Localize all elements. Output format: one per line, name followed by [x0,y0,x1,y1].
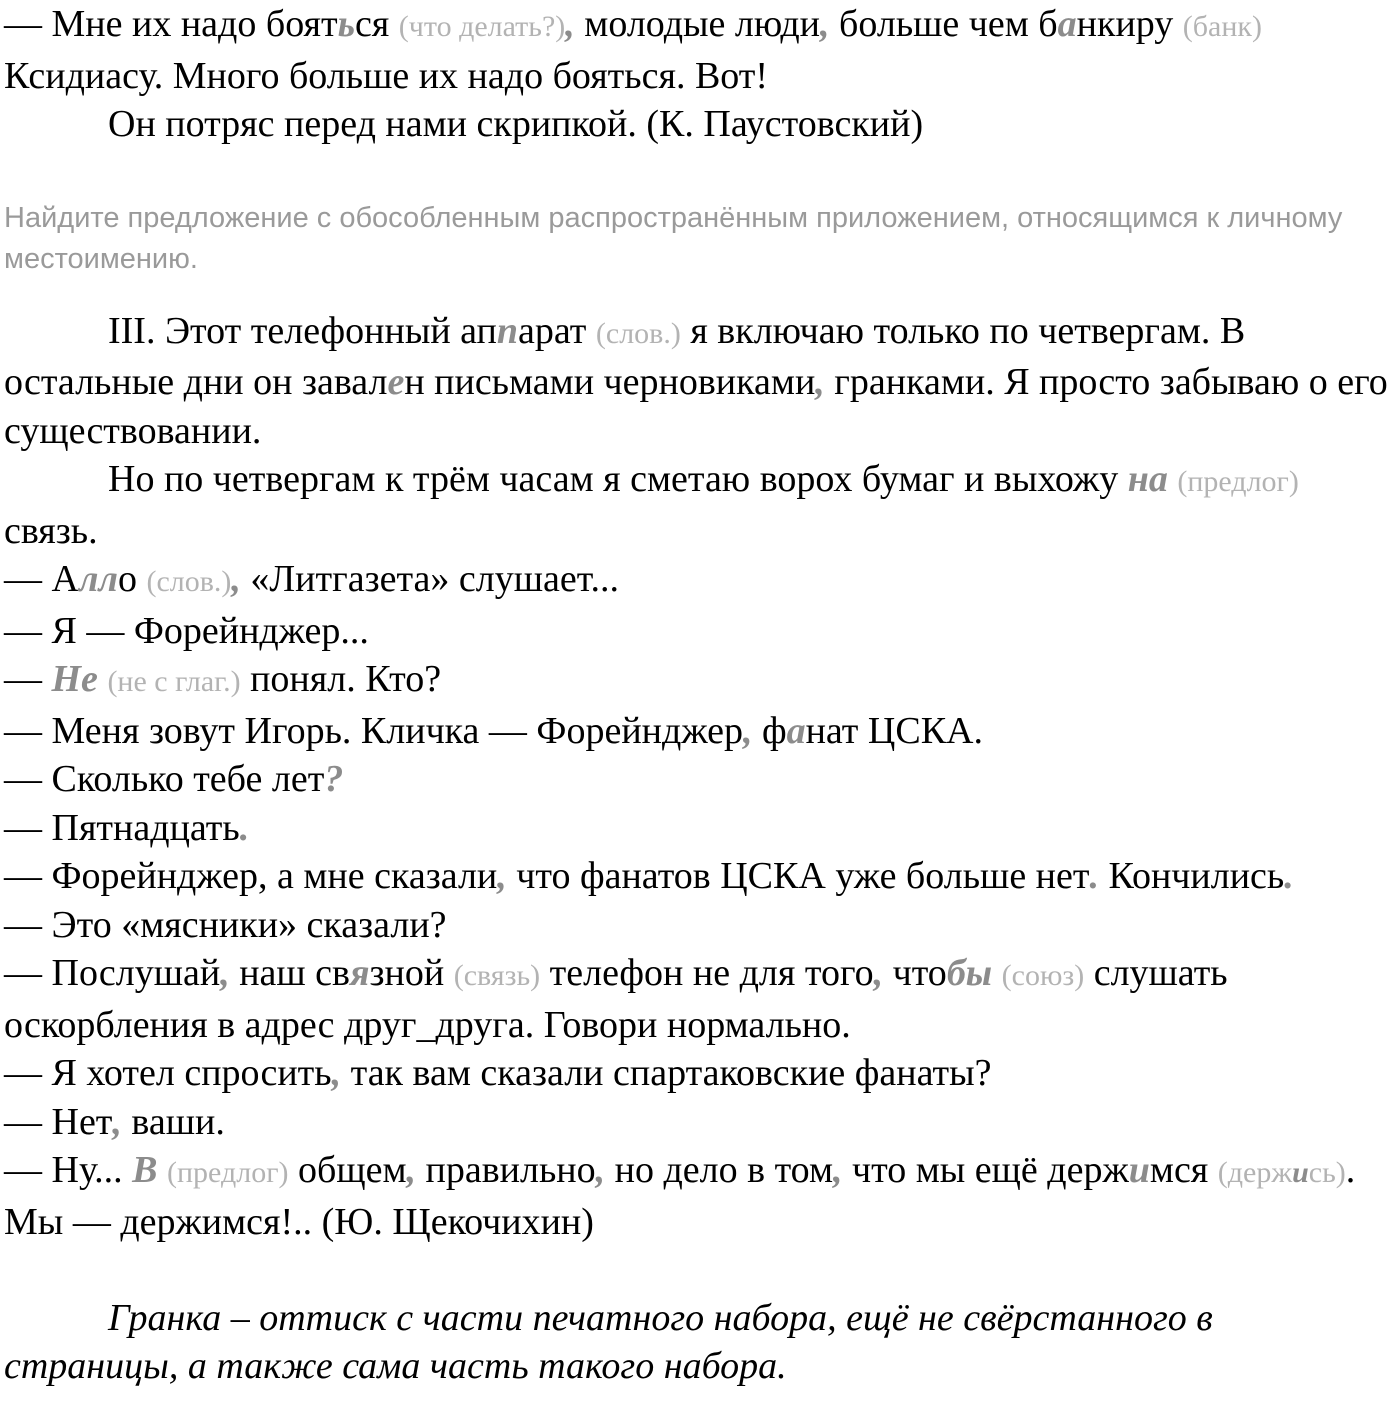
text: слушать оскорбления в адрес друг_друга. Говори нормально. [4,952,1228,1046]
highlight-word: на [1127,458,1168,500]
annotation: сь) [1308,1156,1346,1189]
annotation: (предлог) [167,1156,289,1189]
annotation: (слов.) [595,316,681,350]
text: понял. Кто? [240,658,442,700]
text: — [4,658,52,700]
dialogue-line [4,1146,1396,1246]
highlight-punct: . [239,806,250,849]
text: ваши. [121,1100,225,1143]
highlight-letter: и [1128,1149,1150,1191]
highlight-punct: . [1089,855,1099,897]
highlight-punct: . [1284,855,1294,897]
text: нкиру [1076,3,1183,45]
dialogue-line [4,655,1396,707]
highlight-punct: , [231,558,241,600]
text: о [117,558,147,600]
highlight-punct: , [220,952,230,994]
text: но дело в том [605,1149,833,1191]
annotation: (предлог) [1177,465,1299,498]
annotation-highlight: и [1292,1156,1309,1189]
text [1168,458,1178,500]
highlight-letter: ь [337,3,355,45]
annotation: (не с глаг.) [107,665,241,698]
highlight-word: бы [946,952,993,994]
highlight-punct: , [820,3,830,45]
dialogue-line: — Я — Форейнджер... [4,609,369,652]
highlight-letter: лл [78,558,118,600]
highlight-punct: , [565,3,575,45]
highlight-punct: , [497,855,507,897]
highlight-punct: , [112,1100,122,1143]
text: молодые люди [574,3,821,45]
text: гранками. Я просто забываю о его существовании. [4,361,1388,452]
text-paragraph-quote: Он потряс перед нами скрипкой. (К. Паустовский) [108,103,924,145]
text [158,1149,168,1191]
annotation: (союз) [1001,959,1085,992]
text: — Меня зовут Игорь. Кличка — Форейнджер [4,709,743,752]
text: Но по четвергам к трём часам я сметаю ворох бумаг и выхожу [108,458,1128,500]
text: III. Этот телефонный ап [108,309,497,352]
highlight-letter: я [349,952,370,994]
text: нат ЦСКА. [805,709,983,752]
text: — А [4,558,79,600]
highlight-punct: ? [324,758,344,800]
annotation: (слов.) [146,565,232,598]
text: — Мне их надо боят [4,3,338,45]
highlight-punct: , [815,361,825,403]
annotation: (держ [1217,1156,1293,1189]
dialogue-line [4,852,1396,901]
dialogue-line [4,1098,1396,1147]
highlight-letter: а [1057,3,1077,45]
text: правильно [416,1149,596,1191]
dialogue-line [4,1049,1396,1098]
text: телефон не для того [540,952,874,994]
highlight-letter: а [786,709,806,752]
text: больше чем б [829,3,1058,45]
highlight-punct: , [331,1052,342,1094]
text: так вам сказали спартаковские фанаты? [341,1052,992,1094]
text: мся [1149,1149,1218,1191]
text: наш св [229,952,350,994]
annotation: (что делать?) [398,10,566,43]
text: — Сколько тебе лет [4,758,325,800]
task-question: Найдите предложение с обособленным распространённым приложением, относящимся к личному местоимению. [4,201,1343,275]
text: что фанатов ЦСКА уже больше нет [506,855,1090,897]
dialogue-line [4,949,1396,1049]
annotation: (связь) [453,959,541,992]
text: Кончились [1099,855,1285,897]
document-page [4,0,1396,1390]
dialogue-line: — Это «мясники» сказали? [4,903,447,946]
highlight-word: В [132,1149,158,1191]
text: — Форейнджер, а мне сказали [4,855,498,897]
text: «Литгазета» слушает... [240,558,619,600]
highlight-punct: , [873,952,884,994]
text: что мы ещё держ [842,1149,1129,1191]
text: — Послушай [4,952,221,994]
highlight-punct: , [595,1149,606,1191]
text: ф [752,709,787,752]
highlight-punct: , [833,1149,843,1191]
text: арат [518,309,596,352]
text: — Я хотел спросить [4,1052,332,1094]
dialogue-line [4,707,1396,756]
text-paragraph-intro [4,0,1396,100]
text: ся [354,3,399,45]
dialogue-line [4,755,1396,804]
definition-note: Гранка – оттиск с части печатного набора, ещё не свёрстанного в страницы, а также сама часть такого набора. [4,1297,1213,1387]
text: связь. [4,509,98,552]
text [98,658,108,700]
dialogue-line [4,804,1396,853]
highlight-punct: , [406,1149,417,1191]
dialogue-line [4,555,1396,607]
text: Ксидиасу. Много больше их надо бояться. Вот! [4,54,769,97]
highlight-letter: п [496,309,519,352]
annotation: (банк) [1182,10,1262,43]
text: зной [369,952,454,994]
text: — Ну... [4,1149,133,1191]
text-paragraph-section3-1 [4,307,1396,456]
text: н письмами черновиками [404,361,816,403]
text [992,952,1002,994]
text: я включаю только по четвергам. В остальные дни он завал [4,309,1246,403]
highlight-punct: , [742,709,753,752]
highlight-letter: е [387,361,405,403]
text: . Мы — держимся!.. (Ю. Щекочихин) [4,1149,1356,1243]
text: что [883,952,947,994]
text: общем [288,1149,407,1191]
text: — Пятнадцать [4,806,240,849]
text: — Нет [4,1100,113,1143]
text-paragraph-section3-2 [4,455,1396,555]
highlight-word: Не [51,658,98,700]
